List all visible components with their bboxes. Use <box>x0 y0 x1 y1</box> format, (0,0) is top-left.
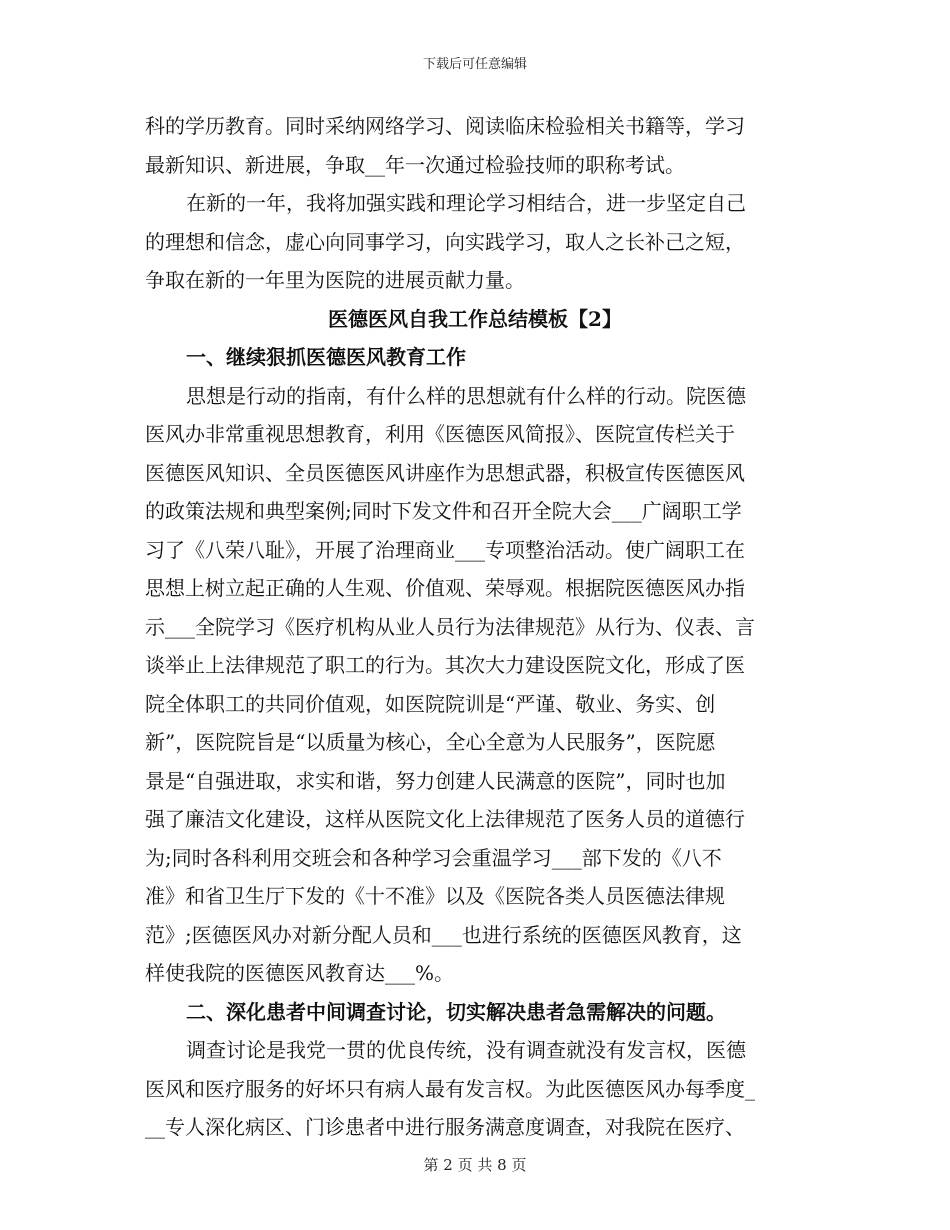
paragraph-first-line: 思想是行动的指南，有什么样的思想就有什么样的行动。院医德 <box>186 383 746 408</box>
body-line: 强了廉洁文化建设，这样从医院文化上法律规范了医务人员的道德行 <box>145 807 745 831</box>
section-title: 医德医风自我工作总结模板【2】 <box>328 306 622 331</box>
page-footer: 第 2 页 共 8 页 <box>423 1156 527 1174</box>
body-line: 习了《八荣八耻》，开展了治理商业___专项整治活动。使广阔职工在 <box>145 537 745 562</box>
body-line: 医德医风知识、全员医德医风讲座作为思想武器，积极宣传医德医风 <box>145 460 745 485</box>
body-line: 院全体职工的共同价值观，如医院院训是“严谨、敬业、务实、创 <box>145 691 716 716</box>
body-line: 最新知识、新进展，争取__年一次通过检验技师的职称考试。 <box>145 152 685 177</box>
body-line: 医风和医疗服务的好坏只有病人最有发言权。为此医德医风办每季度_ <box>145 1076 755 1101</box>
body-line: 示___全院学习《医疗机构从业人员行为法律规范》从行为、仪表、言 <box>145 614 755 639</box>
body-line: 新”，医院院旨是“以质量为核心，全心全意为人民服务”，医院愿 <box>145 730 716 754</box>
section-heading: 一、继续狠抓医德医风教育工作 <box>186 345 466 369</box>
body-line: 科的学历教育。同时采纳网络学习、阅读临床检验相关书籍等，学习 <box>145 114 745 138</box>
body-line: 的政策法规和典型案例;同时下发文件和召开全院大会___广阔职工学 <box>145 499 742 523</box>
body-line: 景是“自强进取，求实和谐，努力创建人民满意的医院”，同时也加 <box>145 768 726 793</box>
body-line: 医风办非常重视思想教育，利用《医德医风简报》、医院宣传栏关于 <box>145 422 735 446</box>
paragraph-first-line: 调查讨论是我党一贯的优良传统，没有调查就没有发言权，医德 <box>186 1038 746 1062</box>
body-line: 准》和省卫生厅下发的《十不准》以及《医院各类人员医德法律规 <box>145 884 725 908</box>
body-line: 范》;医德医风办对新分配人员和___也进行系统的医德医风教育，这 <box>145 922 742 947</box>
body-line: 谈举止上法律规范了职工的行为。其次大力建设医院文化，形成了医 <box>145 653 745 677</box>
document-body <box>145 107 805 1147</box>
paragraph-first-line: 在新的一年，我将加强实践和理论学习相结合，进一步坚定自己 <box>186 191 746 215</box>
body-line: 的理想和信念，虚心向同事学习，向实践学习，取人之长补己之短， <box>145 229 745 254</box>
section-heading: 二、深化患者中间调查讨论，切实解决患者急需解决的问题。 <box>186 999 726 1024</box>
page-header: 下载后可任意编辑 <box>422 57 527 72</box>
body-line: 思想上树立起正确的人生观、价值观、荣辱观。根据院医德医风办指 <box>145 576 745 600</box>
body-line: __专人深化病区、门诊患者中进行服务满意度调查，对我院在医疗、 <box>145 1115 745 1139</box>
body-line: 为;同时各科利用交班会和各种学习会重温学习___部下发的《八不 <box>145 845 722 870</box>
body-line: 样使我院的医德医风教育达___%。 <box>145 961 455 985</box>
body-line: 争取在新的一年里为医院的进展贡献力量。 <box>145 268 525 292</box>
